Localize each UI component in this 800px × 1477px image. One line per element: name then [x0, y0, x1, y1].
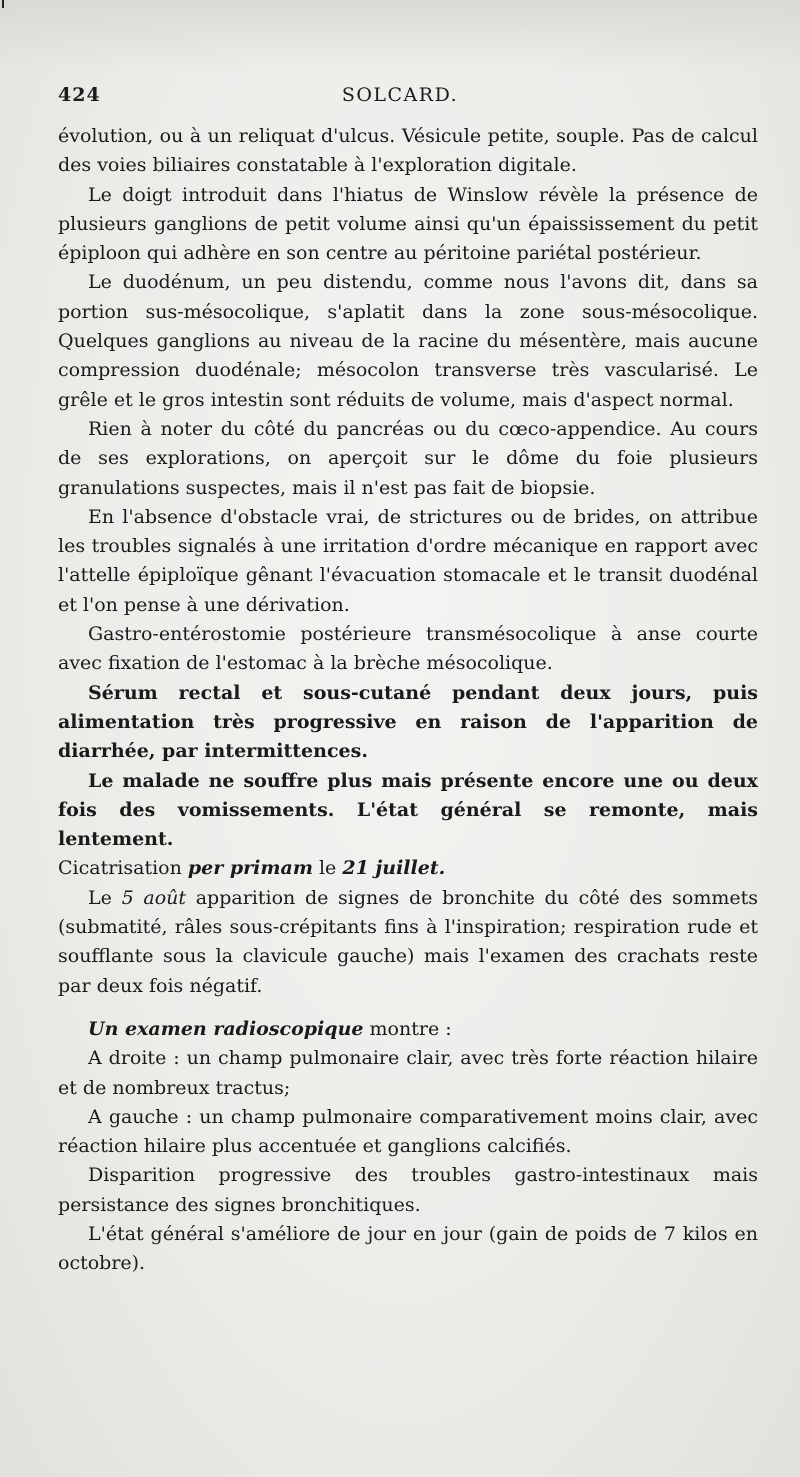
paragraph-11: [58, 1015, 758, 1044]
paragraph-1: évolution, ou à un reliquat d'ulcus. Vésicule petite, souple. Pas de calcul des voies biliaires constatable à l'exploration digitale.: [58, 125, 758, 177]
bronchitis-date: 5 août: [121, 886, 187, 909]
cicatrisation-word: Cicatrisation: [58, 857, 182, 880]
radioscopic-exam-rest: montre :: [369, 1017, 452, 1040]
paragraph-2: Le doigt introduit dans l'hiatus de Winslow révèle la présence de plusieurs ganglions de petit volume ainsi qu'un épaississement du petit épiploon qui adhère en son centre au péritoine pariétal postérieur.: [58, 183, 758, 265]
per-primam-phrase: per primam: [187, 857, 313, 880]
paragraph-12: A droite : un champ pulmonaire clair, avec très forte réaction hilaire et de nombreux tractus;: [58, 1047, 758, 1099]
page-header: [0, 84, 800, 114]
running-title: SOLCARD.: [341, 84, 459, 106]
body-text: [58, 122, 758, 1279]
radioscopic-exam-phrase: Un examen radioscopique: [88, 1017, 364, 1040]
page-top-shadow: [0, 0, 800, 70]
paragraph-9: [58, 854, 758, 883]
paragraph-7: Sérum rectal et sous-cutané pendant deux jours, puis alimentation très progressive en raison de l'apparition de diarrhée, par intermittences.: [58, 681, 758, 763]
le-word: le: [318, 857, 337, 880]
paragraph-14: Disparition progressive des troubles gastro-intestinaux mais persistance des signes bronchitiques.: [58, 1164, 758, 1216]
paragraph-5: En l'absence d'obstacle vrai, de strictures ou de brides, on attribue les troubles signalés à une irritation d'ordre mécanique en rapport avec l'attelle épiploïque gênant l'évacuation stomacale et le transit duodénal et l'on pense à une dérivation.: [58, 505, 758, 616]
bronchitis-text: apparition de signes de bronchite du côté des sommets (submatité, râles sous-crépitants fins à l'inspiration; respiration rude et soufflante sous la clavicule gauche) mais l'examen des crachats reste par deux fois négatif.: [58, 886, 758, 997]
cicatrisation-date: 21 juillet.: [342, 857, 446, 880]
paragraph-10: [58, 884, 758, 1001]
paragraph-8: Le malade ne souffre plus mais présente encore une ou deux fois des vomissements. L'état général se remonte, mais lentement.: [58, 769, 758, 851]
paragraph-13: A gauche : un champ pulmonaire comparativement moins clair, avec réaction hilaire plus accentuée et ganglions calcifiés.: [58, 1105, 758, 1158]
page-number: 424: [58, 84, 101, 106]
paragraph-15: L'état général s'améliore de jour en jour (gain de poids de 7 kilos en octobre).: [58, 1222, 758, 1275]
paragraph-3: Le duodénum, un peu distendu, comme nous l'avons dit, dans sa portion sus-mésocolique, s'aplatit dans la zone sous-mésocolique. Quelques ganglions au niveau de la racine du mésentère, mais aucune compression duodénale; mésocolon transverse très vascularisé. Le grêle et le gros intestin sont réduits de volume, mais d'aspect normal.: [58, 271, 758, 411]
scan-edge-mark: [2, 0, 4, 8]
le-word-2: Le: [88, 886, 112, 909]
paragraph-4: Rien à noter du côté du pancréas ou du cœco-appendice. Au cours de ses explorations, on aperçoit sur le dôme du foie plusieurs granulations suspectes, mais il n'est pas fait de biopsie.: [58, 417, 758, 499]
paragraph-6: Gastro-entérostomie postérieure transmésocolique à anse courte avec fixation de l'estomac à la brèche mésocolique.: [58, 623, 758, 675]
